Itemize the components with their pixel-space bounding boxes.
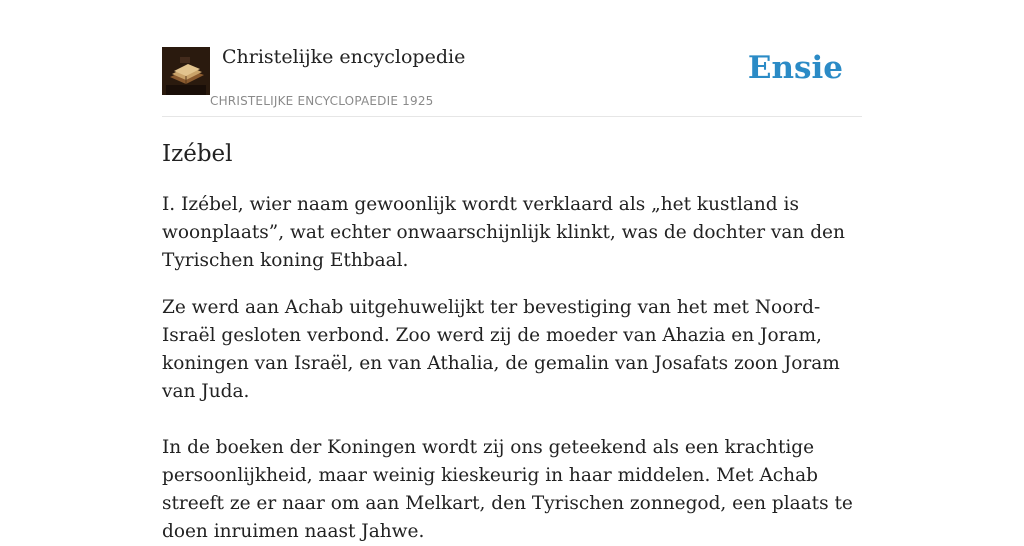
article-paragraph: Ze werd aan Achab uitgehuwelijkt ter bevestiging van het met Noord-Israël gesloten verbond. Zoo werd zij de moeder van Ahazia en Joram, koningen van Israël, en van Athalia, de gemalin van Josafats zoon Joram van Juda. — [162, 297, 840, 402]
book-photo-icon — [162, 47, 210, 95]
article-title: Izébel — [162, 141, 233, 167]
article-paragraph: In de boeken der Koningen wordt zij ons geteekend als een krachtige persoonlijkheid, maar weinig kieskeurig in haar middelen. Met Achab streeft ze er naar om aan Melkart, den Tyrischen zonnegod, een plaats te doen inruimen naast Jahwe. — [162, 437, 853, 542]
avatar[interactable] — [162, 47, 210, 95]
article-paragraph: I. Izébel, wier naam gewoonlijk wordt verklaard als „het kustland is woonplaats”, wat echter onwaarschijnlijk klinkt, was de dochter van den Tyrischen koning Ethbaal. — [162, 194, 845, 271]
site-subtitle: CHRISTELIJKE ENCYCLOPAEDIE 1925 — [210, 94, 434, 108]
site-title[interactable]: Christelijke encyclopedie — [222, 46, 466, 68]
article — [162, 138, 862, 546]
brand-logo[interactable]: Ensie — [747, 50, 843, 86]
site-header — [162, 0, 862, 117]
